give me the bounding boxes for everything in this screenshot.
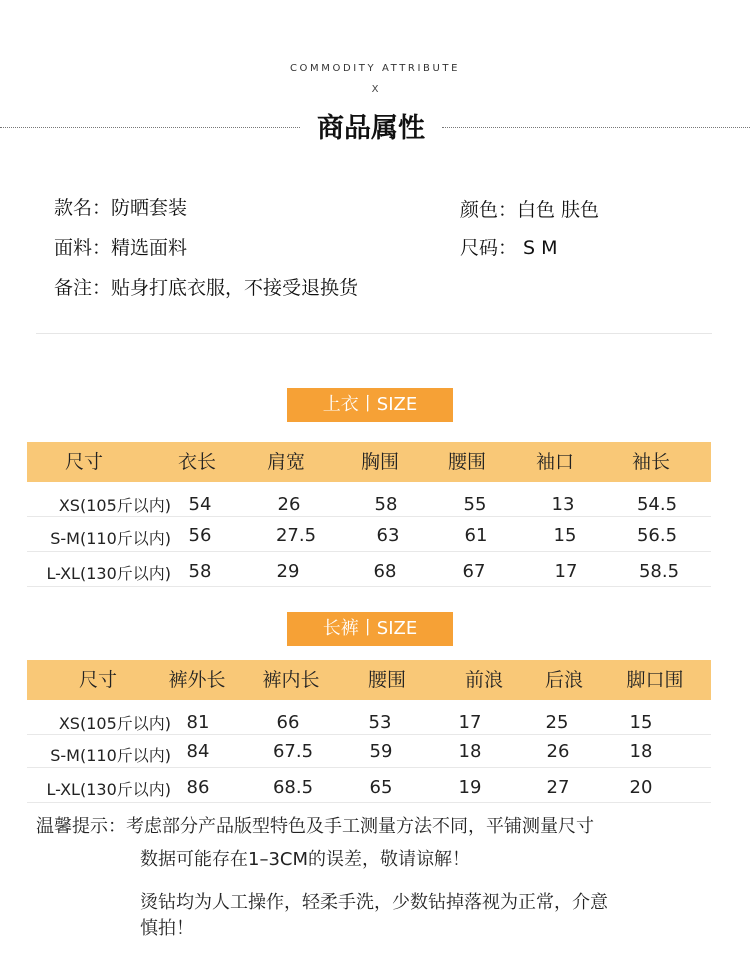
pants-header-inseam: 裤内长 [262, 669, 320, 691]
top-row1-waist: 55 [463, 494, 487, 515]
top-header-sleeve: 袖长 [631, 451, 670, 473]
top-header-chest: 胸围 [360, 451, 399, 473]
table-row-divider [27, 734, 711, 735]
pants-row1-outseam: 81 [186, 712, 210, 733]
pants-row3-inseam: 68.5 [272, 777, 314, 798]
pants-row3-waist: 65 [369, 777, 393, 798]
top-header-waist: 腰围 [447, 451, 486, 473]
page-title: 商品属性 [317, 113, 425, 144]
pants-row3-size: L-XL(130斤以内) [46, 780, 171, 799]
top-row3-length: 58 [188, 561, 212, 582]
top-row1-size: XS(105斤以内) [58, 496, 171, 515]
top-size-tag: 上衣丨SIZE [287, 388, 453, 422]
top-row1-chest: 58 [374, 494, 398, 515]
top-row3-size: L-XL(130斤以内) [46, 564, 171, 583]
pants-row2-waist: 59 [369, 741, 393, 762]
note-line-2: 数据可能存在1–3CM的误差，敬请谅解！ [140, 849, 471, 870]
top-row1-shoulder: 26 [277, 494, 301, 515]
attr-color: 颜色：白色 肤色 [460, 199, 600, 221]
note-line-3: 烫钻均为人工操作，轻柔手洗，少数钻掉落视为正常，介意 [140, 892, 608, 913]
note-line-4: 慎拍！ [140, 918, 194, 939]
section-divider [36, 333, 712, 334]
pants-table-header [27, 660, 711, 700]
english-title: COMMODITY ATTRIBUTE [289, 63, 461, 74]
top-row2-size: S-M(110斤以内) [50, 529, 171, 548]
top-row2-sleeve: 56.5 [636, 525, 678, 546]
pants-row2-inseam: 67.5 [272, 741, 314, 762]
pants-row1-size: XS(105斤以内) [58, 714, 171, 733]
table-row-divider [27, 551, 711, 552]
table-row-divider [27, 767, 711, 768]
table-row-divider [27, 516, 711, 517]
top-row3-chest: 68 [373, 561, 397, 582]
top-header-length: 衣长 [177, 451, 216, 473]
pants-row1-leg-opening: 15 [629, 712, 653, 733]
pants-header-outseam: 裤外长 [168, 669, 226, 691]
attr-size: 尺码： S M [460, 237, 558, 259]
top-row3-cuff: 17 [554, 561, 578, 582]
pants-header-size: 尺寸 [78, 669, 117, 691]
note-line-1: 温馨提示：考虑部分产品版型特色及手工测量方法不同，平铺测量尺寸 [36, 816, 594, 837]
top-table-header [27, 442, 711, 482]
top-header-size: 尺寸 [64, 451, 103, 473]
top-header-shoulder: 肩宽 [266, 451, 305, 473]
pants-size-tag: 长裤丨SIZE [287, 612, 453, 646]
pants-row1-waist: 53 [368, 712, 392, 733]
top-row3-waist: 67 [462, 561, 486, 582]
pants-row2-front-rise: 18 [458, 741, 482, 762]
pants-row2-leg-opening: 18 [629, 741, 653, 762]
pants-row3-back-rise: 27 [546, 777, 570, 798]
pants-row3-front-rise: 19 [458, 777, 482, 798]
top-row3-shoulder: 29 [276, 561, 300, 582]
top-row1-sleeve: 54.5 [636, 494, 678, 515]
pants-row1-back-rise: 25 [545, 712, 569, 733]
attr-fabric: 面料：精选面料 [54, 237, 188, 259]
top-row2-chest: 63 [376, 525, 400, 546]
dotted-divider-left [0, 127, 300, 128]
dotted-divider-right [442, 127, 750, 128]
top-row2-cuff: 15 [553, 525, 577, 546]
top-header-cuff: 袖口 [535, 451, 574, 473]
top-row2-shoulder: 27.5 [275, 525, 317, 546]
pants-header-waist: 腰围 [367, 669, 406, 691]
pants-row1-front-rise: 17 [458, 712, 482, 733]
attr-style: 款名：防晒套装 [54, 197, 188, 219]
attr-remark: 备注：贴身打底衣服，不接受退换货 [54, 277, 359, 299]
pants-row2-size: S-M(110斤以内) [50, 746, 171, 765]
pants-header-leg-opening: 脚口围 [626, 669, 684, 691]
table-row-divider [27, 586, 711, 587]
pants-row3-leg-opening: 20 [629, 777, 653, 798]
top-row1-cuff: 13 [551, 494, 575, 515]
top-row1-length: 54 [188, 494, 212, 515]
pants-row2-outseam: 84 [186, 741, 210, 762]
pants-header-back-rise: 后浪 [544, 669, 583, 691]
title-divider-mark: X [371, 84, 379, 95]
pants-row1-inseam: 66 [276, 712, 300, 733]
table-row-divider [27, 802, 711, 803]
top-row2-length: 56 [188, 525, 212, 546]
pants-row3-outseam: 86 [186, 777, 210, 798]
top-row3-sleeve: 58.5 [638, 561, 680, 582]
pants-header-front-rise: 前浪 [464, 669, 503, 691]
top-row2-waist: 61 [464, 525, 488, 546]
pants-row2-back-rise: 26 [546, 741, 570, 762]
